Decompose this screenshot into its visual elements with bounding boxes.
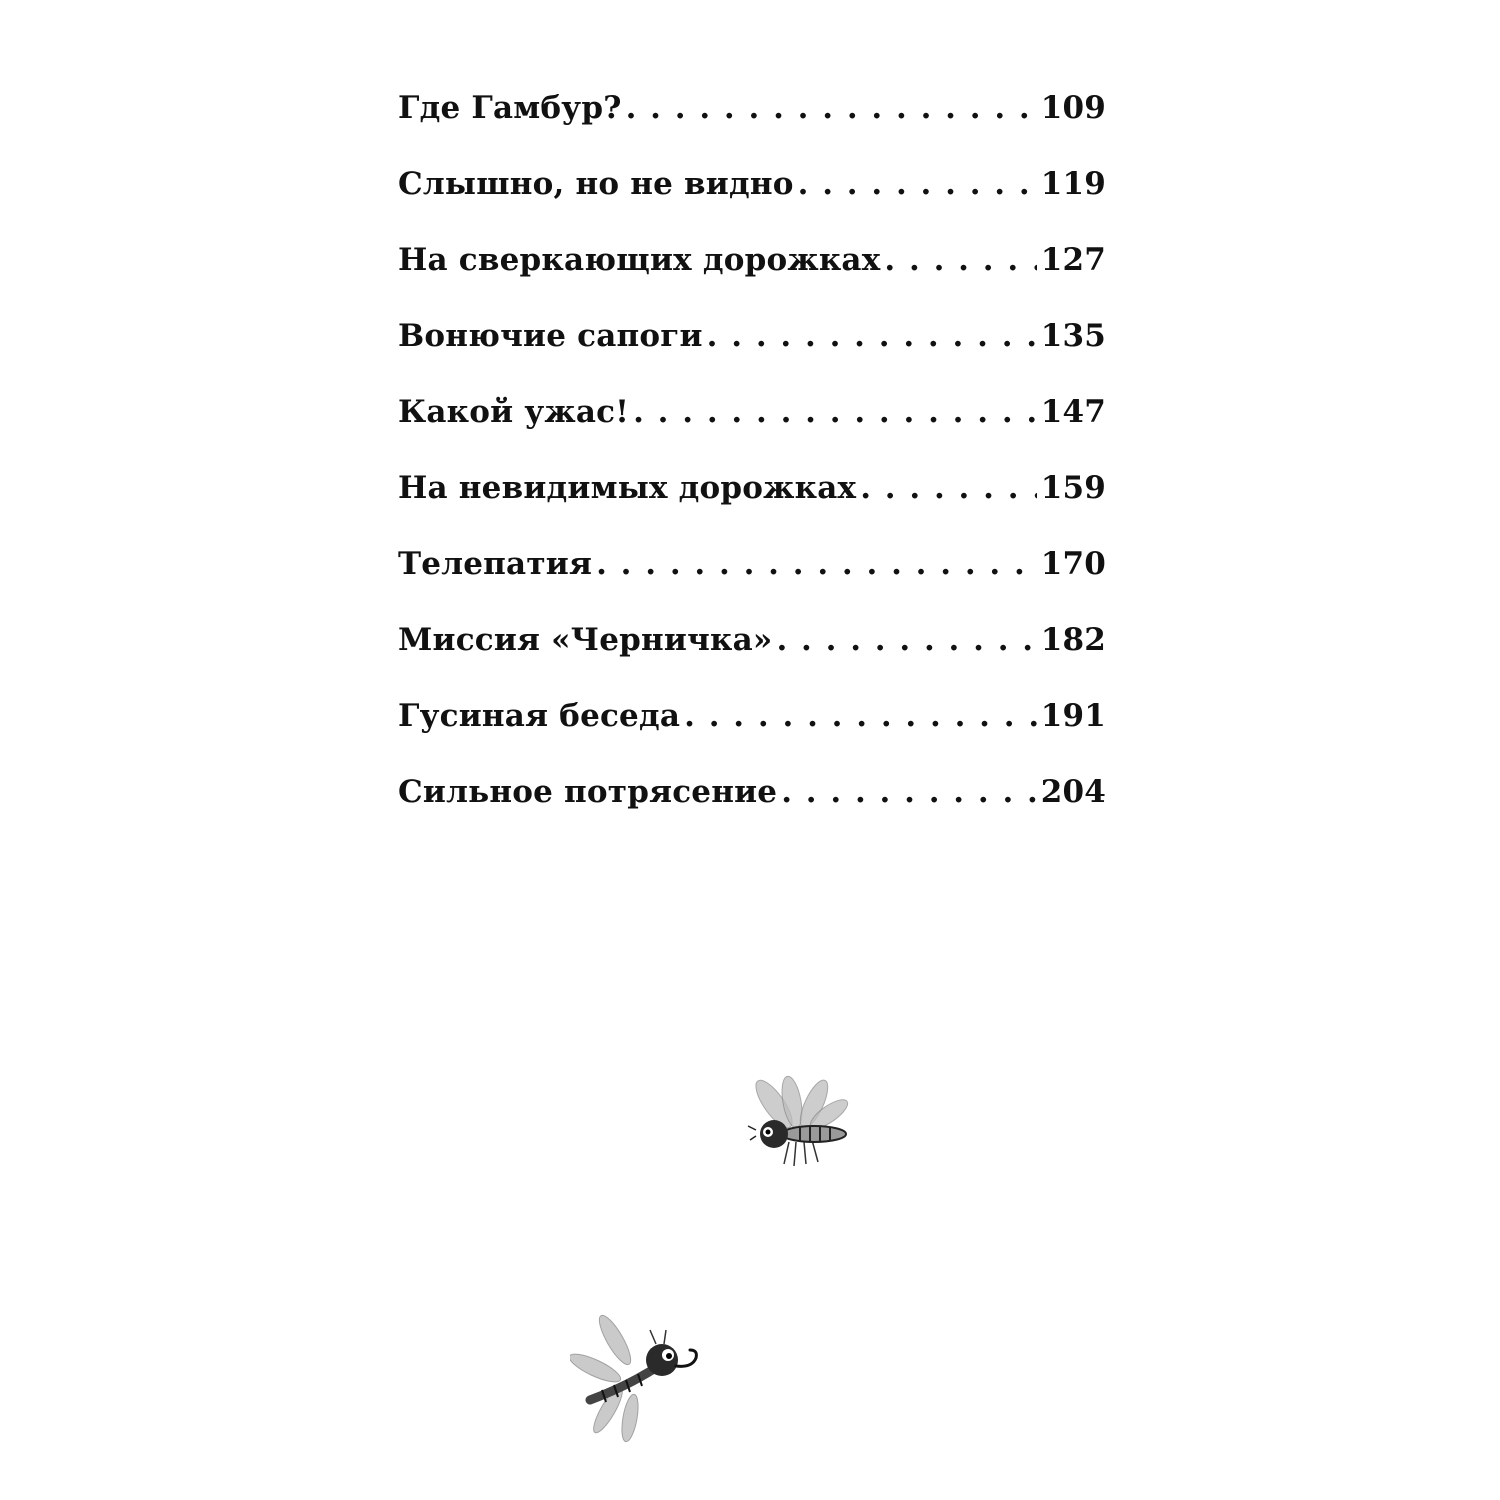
toc-entry[interactable] <box>398 394 1106 470</box>
toc-entry[interactable] <box>398 622 1106 698</box>
toc-entry[interactable] <box>398 242 1106 318</box>
table-of-contents <box>398 90 1106 850</box>
toc-entry-page: 182 <box>1040 622 1106 658</box>
toc-entry-title: Телепатия <box>398 546 593 582</box>
toc-entry-title: Миссия «Черничка» <box>398 622 773 658</box>
toc-dot-leader <box>776 622 1036 658</box>
toc-entry-title: Какой ужас! <box>398 394 630 430</box>
toc-entry-title: Гусиная беседа <box>398 698 681 734</box>
toc-dot-leader <box>884 242 1036 278</box>
toc-entry[interactable] <box>398 698 1106 774</box>
toc-dot-leader <box>596 546 1037 582</box>
mosquito-icon <box>570 1310 710 1450</box>
toc-entry-page: 159 <box>1040 470 1106 506</box>
toc-entry[interactable] <box>398 166 1106 242</box>
toc-dot-leader <box>626 90 1037 126</box>
toc-entry-page: 109 <box>1040 90 1106 126</box>
toc-entry-title: Где Гамбур? <box>398 90 622 126</box>
toc-dot-leader <box>860 470 1036 506</box>
toc-entry[interactable] <box>398 546 1106 622</box>
toc-dot-leader <box>707 318 1037 354</box>
toc-dot-leader <box>798 166 1037 202</box>
toc-entry[interactable] <box>398 470 1106 546</box>
toc-dot-leader <box>633 394 1037 430</box>
toc-entry[interactable] <box>398 318 1106 394</box>
toc-entry-page: 170 <box>1040 546 1106 582</box>
toc-entry-page: 204 <box>1040 774 1106 810</box>
toc-dot-leader <box>781 774 1036 810</box>
toc-entry-page: 127 <box>1040 242 1106 278</box>
toc-dot-leader <box>684 698 1037 734</box>
toc-entry-title: Слышно, но не видно <box>398 166 794 202</box>
toc-entry-page: 147 <box>1040 394 1106 430</box>
toc-entry-title: Вонючие сапоги <box>398 318 703 354</box>
toc-entry-title: На невидимых дорожках <box>398 470 857 506</box>
toc-entry-page: 135 <box>1040 318 1106 354</box>
toc-entry[interactable] <box>398 90 1106 166</box>
wasp-icon <box>734 1074 864 1184</box>
toc-entry-title: Сильное потрясение <box>398 774 778 810</box>
toc-entry-page: 191 <box>1040 698 1106 734</box>
toc-entry[interactable] <box>398 774 1106 850</box>
toc-entry-page: 119 <box>1040 166 1106 202</box>
toc-entry-title: На сверкающих дорожках <box>398 242 881 278</box>
